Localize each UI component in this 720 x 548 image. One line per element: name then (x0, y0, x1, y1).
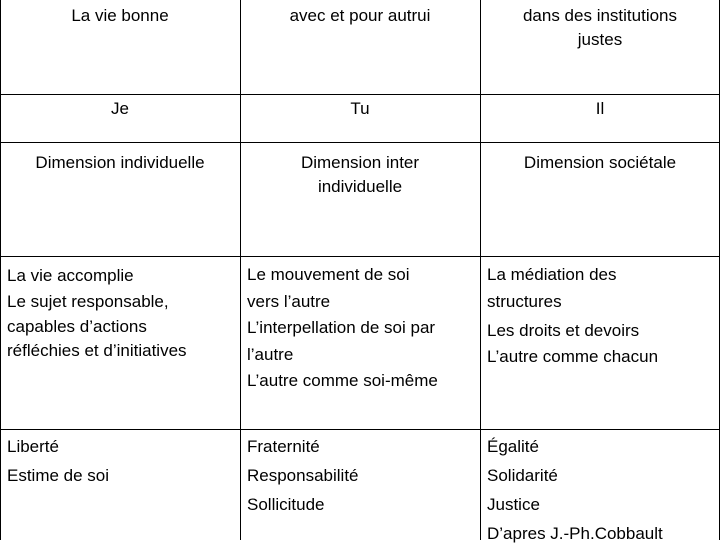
value-cell-2 (247, 432, 479, 519)
header-cell-3 (480, 4, 720, 52)
description-line: capables d’actions (7, 317, 147, 336)
value-line: Sollicitude (247, 495, 325, 514)
column-divider-2 (480, 0, 481, 540)
header-cell-2 (240, 4, 480, 28)
header-la-vie-bonne: La vie bonne (71, 6, 169, 25)
description-line: Les droits et devoirs (487, 321, 640, 340)
description-cell-1 (7, 263, 237, 363)
description-line: vers l’autre (247, 292, 331, 311)
row-divider-3 (0, 256, 720, 257)
description-line: La vie accomplie (7, 266, 134, 285)
column-divider-1 (240, 0, 241, 540)
header-institutions-line2: justes (577, 30, 623, 49)
pronoun-cell-2 (240, 97, 480, 121)
value-cell-3 (487, 432, 719, 548)
dimension-societale: Dimension sociétale (523, 153, 677, 172)
header-institutions-line1: dans des institutions (522, 6, 678, 25)
pronoun-cell-1 (0, 97, 240, 121)
dimension-individuelle: Dimension individuelle (35, 153, 205, 172)
value-line: Égalité (487, 437, 539, 456)
description-line: structures (487, 292, 562, 311)
description-line: L’autre comme soi-même (247, 371, 438, 390)
description-line: Le sujet responsable, (7, 292, 169, 311)
pronoun-cell-3 (480, 97, 720, 121)
value-cell-1 (7, 432, 237, 490)
dimension-cell-1 (0, 151, 240, 175)
description-line: l’autre (247, 345, 294, 364)
attribution-text: D’apres J.-Ph.Cobbault (487, 524, 663, 543)
description-cell-2 (247, 263, 479, 393)
row-divider-1 (0, 94, 720, 95)
value-line: Responsabilité (247, 466, 359, 485)
pronoun-il: Il (595, 99, 605, 118)
row-divider-4 (0, 429, 720, 430)
value-line: Liberté (7, 437, 59, 456)
value-line: Fraternité (247, 437, 320, 456)
table-border-left (0, 0, 1, 540)
dimension-inter-line1: Dimension inter (300, 153, 420, 172)
description-cell-3 (487, 263, 719, 369)
value-line: Solidarité (487, 466, 558, 485)
row-divider-2 (0, 142, 720, 143)
pronoun-je: Je (111, 99, 129, 118)
dimension-inter-line2: individuelle (317, 177, 403, 196)
header-cell-1 (0, 4, 240, 28)
description-line: réfléchies et d’initiatives (7, 341, 187, 360)
pronoun-tu: Tu (350, 99, 370, 118)
header-avec-autrui: avec et pour autrui (289, 6, 431, 25)
value-line: Estime de soi (7, 466, 110, 485)
value-line: Justice (487, 495, 540, 514)
dimension-cell-2 (240, 151, 480, 199)
description-line: La médiation des (487, 265, 617, 284)
dimension-cell-3 (480, 151, 720, 175)
description-line: L’interpellation de soi par (247, 318, 436, 337)
description-line: Le mouvement de soi (247, 265, 410, 284)
description-line: L’autre comme chacun (487, 347, 659, 366)
